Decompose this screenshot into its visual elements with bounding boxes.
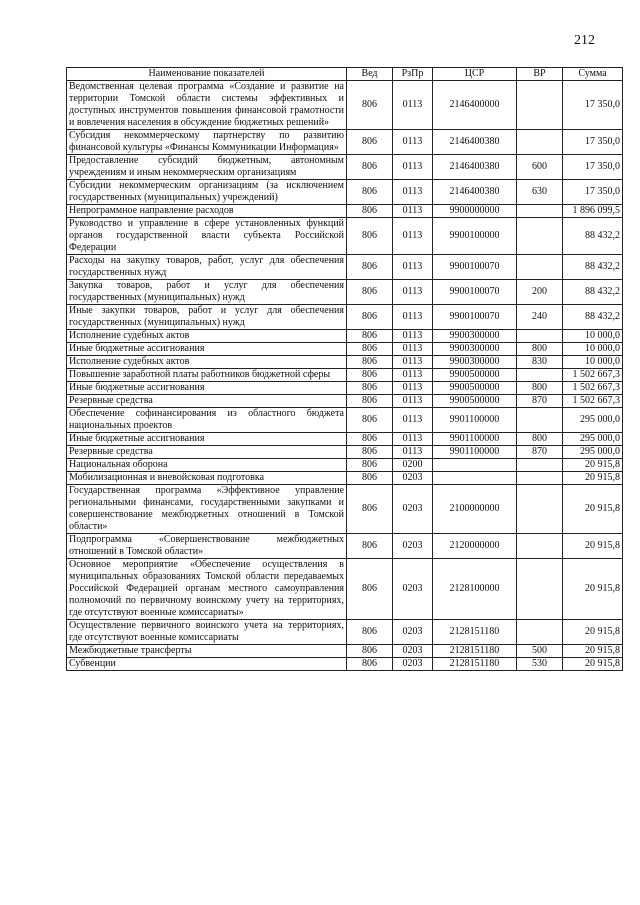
row-rzpr-cell: 0203 — [393, 645, 433, 658]
table-row — [67, 645, 623, 658]
table-row — [67, 472, 623, 485]
row-rzpr-cell: 0113 — [393, 305, 433, 330]
row-name-cell: Исполнение судебных актов — [67, 356, 347, 369]
table-row — [67, 485, 623, 534]
table-row — [67, 218, 623, 255]
row-name-cell: Национальная оборона — [67, 459, 347, 472]
row-name-cell: Расходы на закупку товаров, работ, услуг для обеспечения государственных нужд — [67, 255, 347, 280]
row-ved-cell: 806 — [347, 155, 393, 180]
row-rzpr-cell: 0113 — [393, 369, 433, 382]
table-row — [67, 255, 623, 280]
table-row — [67, 369, 623, 382]
row-name-cell: Иные бюджетные ассигнования — [67, 433, 347, 446]
row-vr-cell: 240 — [517, 305, 563, 330]
row-vr-cell — [517, 459, 563, 472]
row-vr-cell — [517, 620, 563, 645]
table-row — [67, 205, 623, 218]
header-csr: ЦСР — [433, 68, 517, 81]
row-rzpr-cell: 0203 — [393, 658, 433, 671]
row-name-cell: Субсидия некоммерческому партнерству по развитию финансовой культуры «Финансы Коммуникации Информация» — [67, 130, 347, 155]
row-sum-cell: 20 915,8 — [563, 620, 623, 645]
row-vr-cell — [517, 205, 563, 218]
row-sum-cell: 20 915,8 — [563, 472, 623, 485]
row-vr-cell — [517, 330, 563, 343]
row-sum-cell: 88 432,2 — [563, 255, 623, 280]
row-ved-cell: 806 — [347, 472, 393, 485]
row-csr-cell: 2146400380 — [433, 155, 517, 180]
row-name-cell: Исполнение судебных актов — [67, 330, 347, 343]
row-csr-cell: 9900100070 — [433, 255, 517, 280]
row-csr-cell: 2146400380 — [433, 130, 517, 155]
row-ved-cell: 806 — [347, 382, 393, 395]
row-csr-cell: 2146400000 — [433, 81, 517, 130]
row-rzpr-cell: 0113 — [393, 255, 433, 280]
row-name-cell: Иные бюджетные ассигнования — [67, 382, 347, 395]
row-vr-cell — [517, 81, 563, 130]
row-sum-cell: 88 432,2 — [563, 280, 623, 305]
table-row — [67, 180, 623, 205]
row-sum-cell: 295 000,0 — [563, 433, 623, 446]
row-rzpr-cell: 0203 — [393, 485, 433, 534]
row-ved-cell: 806 — [347, 433, 393, 446]
row-csr-cell: 9900100000 — [433, 218, 517, 255]
table-row — [67, 446, 623, 459]
row-sum-cell: 295 000,0 — [563, 408, 623, 433]
row-ved-cell: 806 — [347, 408, 393, 433]
table-row — [67, 155, 623, 180]
header-rzpr: РзПр — [393, 68, 433, 81]
header-name: Наименование показателей — [67, 68, 347, 81]
row-sum-cell: 20 915,8 — [563, 459, 623, 472]
row-name-cell: Ведомственная целевая программа «Создание и развитие на территории Томской области системы эффективных и доступных инструментов повышения финансовой грамотности и вовлечения населения в обсуждение бюджетных решений» — [67, 81, 347, 130]
row-ved-cell: 806 — [347, 620, 393, 645]
row-name-cell: Государственная программа «Эффективное управление региональными финансами, государственными закупками и совершенствование межбюджетных отношений в Томской области» — [67, 485, 347, 534]
row-sum-cell: 10 000,0 — [563, 330, 623, 343]
row-csr-cell: 2128151180 — [433, 645, 517, 658]
row-rzpr-cell: 0113 — [393, 130, 433, 155]
row-ved-cell: 806 — [347, 180, 393, 205]
row-sum-cell: 1 502 667,3 — [563, 382, 623, 395]
table-row — [67, 81, 623, 130]
row-rzpr-cell: 0113 — [393, 408, 433, 433]
table-row — [67, 534, 623, 559]
row-ved-cell: 806 — [347, 81, 393, 130]
row-sum-cell: 17 350,0 — [563, 81, 623, 130]
row-csr-cell: 9900500000 — [433, 382, 517, 395]
table-row — [67, 658, 623, 671]
row-vr-cell — [517, 130, 563, 155]
table-row — [67, 330, 623, 343]
row-rzpr-cell: 0113 — [393, 330, 433, 343]
row-name-cell: Предоставление субсидий бюджетным, автономным учреждениям и иным некоммерческим организациям — [67, 155, 347, 180]
row-ved-cell: 806 — [347, 459, 393, 472]
row-name-cell: Руководство и управление в сфере установленных функций органов государственной власти субъекта Российской Федерации — [67, 218, 347, 255]
row-csr-cell: 2100000000 — [433, 485, 517, 534]
row-csr-cell: 2146400380 — [433, 180, 517, 205]
row-name-cell: Основное мероприятие «Обеспечение осуществления в муниципальных образованиях Томской области передаваемых Российской Федерацией органам местного самоуправления полномочий по первичному воинскому учету на территориях, где отсутствуют военные комиссариаты» — [67, 559, 347, 620]
row-sum-cell: 1 502 667,3 — [563, 395, 623, 408]
row-rzpr-cell: 0200 — [393, 459, 433, 472]
row-rzpr-cell: 0203 — [393, 620, 433, 645]
row-name-cell: Осуществление первичного воинского учета на территориях, где отсутствуют военные комиссариаты — [67, 620, 347, 645]
row-csr-cell: 9900300000 — [433, 356, 517, 369]
row-csr-cell: 9900100070 — [433, 305, 517, 330]
row-ved-cell: 806 — [347, 305, 393, 330]
row-ved-cell: 806 — [347, 645, 393, 658]
row-ved-cell: 806 — [347, 369, 393, 382]
row-sum-cell: 20 915,8 — [563, 559, 623, 620]
row-sum-cell: 10 000,0 — [563, 356, 623, 369]
row-ved-cell: 806 — [347, 330, 393, 343]
row-vr-cell — [517, 485, 563, 534]
row-name-cell: Иные закупки товаров, работ и услуг для обеспечения государственных (муниципальных) нужд — [67, 305, 347, 330]
table-row — [67, 408, 623, 433]
row-ved-cell: 806 — [347, 446, 393, 459]
row-ved-cell: 806 — [347, 658, 393, 671]
row-rzpr-cell: 0113 — [393, 81, 433, 130]
row-name-cell: Закупка товаров, работ и услуг для обеспечения государственных (муниципальных) нужд — [67, 280, 347, 305]
table-row — [67, 305, 623, 330]
row-ved-cell: 806 — [347, 559, 393, 620]
row-name-cell: Непрограммное направление расходов — [67, 205, 347, 218]
row-ved-cell: 806 — [347, 255, 393, 280]
row-rzpr-cell: 0113 — [393, 155, 433, 180]
row-vr-cell: 870 — [517, 395, 563, 408]
row-sum-cell: 20 915,8 — [563, 534, 623, 559]
row-rzpr-cell: 0203 — [393, 534, 433, 559]
row-rzpr-cell: 0113 — [393, 433, 433, 446]
row-csr-cell: 2128151180 — [433, 658, 517, 671]
row-csr-cell: 9900300000 — [433, 330, 517, 343]
row-rzpr-cell: 0113 — [393, 395, 433, 408]
row-csr-cell — [433, 472, 517, 485]
row-rzpr-cell: 0113 — [393, 218, 433, 255]
row-vr-cell — [517, 472, 563, 485]
row-ved-cell: 806 — [347, 534, 393, 559]
row-rzpr-cell: 0113 — [393, 356, 433, 369]
row-vr-cell: 800 — [517, 343, 563, 356]
row-ved-cell: 806 — [347, 343, 393, 356]
row-vr-cell: 600 — [517, 155, 563, 180]
row-name-cell: Субсидии некоммерческим организациям (за исключением государственных (муниципальных) учреждений) — [67, 180, 347, 205]
row-rzpr-cell: 0113 — [393, 205, 433, 218]
row-ved-cell: 806 — [347, 218, 393, 255]
row-csr-cell: 9901100000 — [433, 446, 517, 459]
table-row — [67, 620, 623, 645]
row-name-cell: Мобилизационная и вневойсковая подготовка — [67, 472, 347, 485]
row-ved-cell: 806 — [347, 356, 393, 369]
row-ved-cell: 806 — [347, 205, 393, 218]
table-row — [67, 280, 623, 305]
row-ved-cell: 806 — [347, 280, 393, 305]
row-vr-cell — [517, 408, 563, 433]
row-sum-cell: 17 350,0 — [563, 180, 623, 205]
row-ved-cell: 806 — [347, 485, 393, 534]
row-csr-cell: 2128100000 — [433, 559, 517, 620]
row-sum-cell: 20 915,8 — [563, 658, 623, 671]
row-rzpr-cell: 0203 — [393, 472, 433, 485]
row-vr-cell — [517, 369, 563, 382]
row-ved-cell: 806 — [347, 395, 393, 408]
row-sum-cell: 17 350,0 — [563, 155, 623, 180]
row-vr-cell: 500 — [517, 645, 563, 658]
row-sum-cell: 17 350,0 — [563, 130, 623, 155]
row-sum-cell: 20 915,8 — [563, 485, 623, 534]
row-vr-cell: 200 — [517, 280, 563, 305]
table-row — [67, 130, 623, 155]
row-vr-cell — [517, 218, 563, 255]
row-rzpr-cell: 0113 — [393, 382, 433, 395]
table-header-row — [67, 68, 623, 81]
row-ved-cell: 806 — [347, 130, 393, 155]
row-name-cell: Иные бюджетные ассигнования — [67, 343, 347, 356]
table-row — [67, 433, 623, 446]
row-name-cell: Межбюджетные трансферты — [67, 645, 347, 658]
row-csr-cell: 9900500000 — [433, 369, 517, 382]
table-row — [67, 559, 623, 620]
row-name-cell: Резервные средства — [67, 395, 347, 408]
table-body — [67, 81, 623, 671]
table-row — [67, 382, 623, 395]
row-csr-cell: 9900100070 — [433, 280, 517, 305]
row-sum-cell: 20 915,8 — [563, 645, 623, 658]
row-csr-cell: 9900500000 — [433, 395, 517, 408]
row-name-cell: Обеспечение софинансирования из областного бюджета национальных проектов — [67, 408, 347, 433]
row-vr-cell — [517, 559, 563, 620]
budget-table — [66, 67, 623, 671]
row-csr-cell: 9901100000 — [433, 408, 517, 433]
table-row — [67, 459, 623, 472]
row-csr-cell: 2120000000 — [433, 534, 517, 559]
row-rzpr-cell: 0113 — [393, 280, 433, 305]
row-sum-cell: 295 000,0 — [563, 446, 623, 459]
row-vr-cell: 630 — [517, 180, 563, 205]
row-sum-cell: 88 432,2 — [563, 218, 623, 255]
row-csr-cell: 9900300000 — [433, 343, 517, 356]
row-rzpr-cell: 0203 — [393, 559, 433, 620]
row-sum-cell: 1 502 667,3 — [563, 369, 623, 382]
header-ved: Вед — [347, 68, 393, 81]
row-vr-cell: 870 — [517, 446, 563, 459]
row-sum-cell: 88 432,2 — [563, 305, 623, 330]
row-csr-cell: 9901100000 — [433, 433, 517, 446]
table-row — [67, 395, 623, 408]
row-csr-cell: 2128151180 — [433, 620, 517, 645]
row-vr-cell — [517, 534, 563, 559]
row-vr-cell: 800 — [517, 433, 563, 446]
row-rzpr-cell: 0113 — [393, 446, 433, 459]
row-name-cell: Повышение заработной платы работников бюджетной сферы — [67, 369, 347, 382]
row-csr-cell: 9900000000 — [433, 205, 517, 218]
header-vr: ВР — [517, 68, 563, 81]
row-rzpr-cell: 0113 — [393, 180, 433, 205]
row-vr-cell: 800 — [517, 382, 563, 395]
row-name-cell: Резервные средства — [67, 446, 347, 459]
table-row — [67, 356, 623, 369]
row-csr-cell — [433, 459, 517, 472]
row-vr-cell — [517, 255, 563, 280]
row-vr-cell: 530 — [517, 658, 563, 671]
header-sum: Сумма — [563, 68, 623, 81]
row-name-cell: Субвенции — [67, 658, 347, 671]
table-row — [67, 343, 623, 356]
row-name-cell: Подпрограмма «Совершенствование межбюджетных отношений в Томской области» — [67, 534, 347, 559]
row-rzpr-cell: 0113 — [393, 343, 433, 356]
row-sum-cell: 10 000,0 — [563, 343, 623, 356]
row-vr-cell: 830 — [517, 356, 563, 369]
page-number: 212 — [574, 33, 595, 48]
row-sum-cell: 1 896 099,5 — [563, 205, 623, 218]
